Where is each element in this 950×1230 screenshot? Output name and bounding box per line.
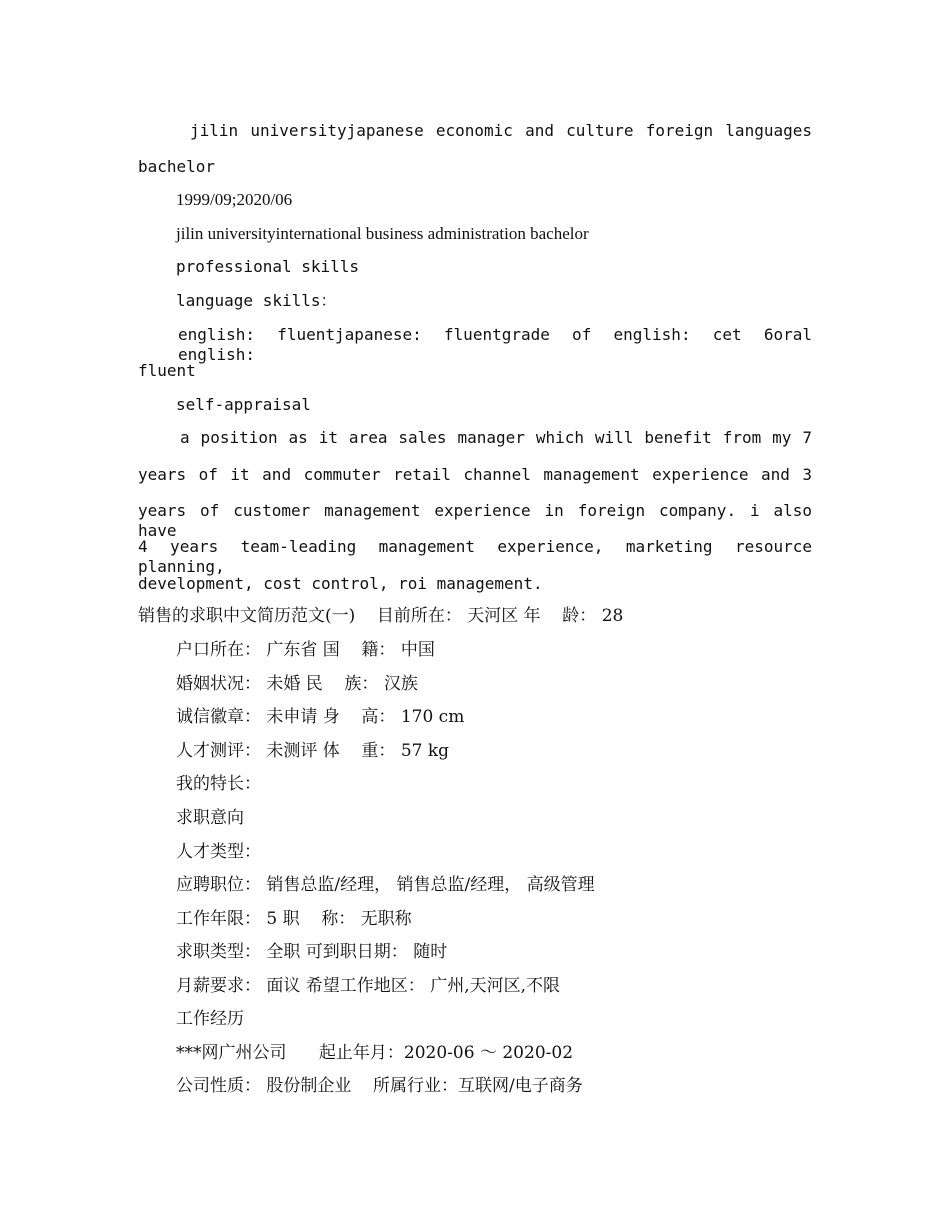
field-assessment-weight: 人才测评： 未测评 体 重： 57 kg <box>176 741 450 761</box>
field-strengths: 我的特长： <box>176 774 261 794</box>
field-job-type-start: 求职类型： 全职 可到职日期： 随时 <box>176 942 448 962</box>
self-appraisal-line-1: a position as it area sales manager which will benefit from my 7 <box>180 428 812 447</box>
section-heading-work-experience: 工作经历 <box>176 1009 244 1029</box>
section-heading-job-intention: 求职意向 <box>176 808 244 828</box>
self-appraisal-line-3: years of customer management experience in foreign company. i also have <box>138 501 812 540</box>
language-skills-line: english: fluentjapanese: fluentgrade of english: cet 6oral english: <box>178 325 812 364</box>
education-dates: 1999/09;2020/06 <box>176 190 293 209</box>
section-heading-self-appraisal: self-appraisal <box>176 395 311 414</box>
field-salary-location: 月薪要求： 面议 希望工作地区： 广州,天河区,不限 <box>176 976 561 996</box>
education-line-2: jilin universityinternational business administration bachelor <box>176 224 589 243</box>
field-hukou-nationality: 户口所在： 广东省 国 籍： 中国 <box>176 640 435 660</box>
language-skills-label: language skills： <box>176 291 337 310</box>
field-company-period: ***网广州公司 起止年月：2020-06 ～ 2020-02 <box>176 1043 574 1063</box>
resume-title-line: 销售的求职中文简历范文(一) 目前所在： 天河区 年 龄： 28 <box>138 606 624 626</box>
self-appraisal-line-4: 4 years team-leading management experience, marketing resource planning, <box>138 537 812 576</box>
field-position-applied: 应聘职位： 销售总监/经理， 销售总监/经理， 高级管理 <box>176 875 595 895</box>
field-badge-height: 诚信徽章： 未申请 身 高： 170 cm <box>176 707 465 727</box>
education-line-1-cont: bachelor <box>138 157 216 176</box>
self-appraisal-line-5: development, cost control, roi management. <box>138 574 543 593</box>
field-talent-type: 人才类型： <box>176 842 261 862</box>
field-company-nature-industry: 公司性质： 股份制企业 所属行业：互联网/电子商务 <box>176 1076 583 1096</box>
education-line-1: jilin universityjapanese economic and culture foreign languages <box>190 121 812 140</box>
language-skills-line-cont: fluent <box>138 361 196 380</box>
section-heading-professional-skills: professional skills <box>176 257 360 276</box>
field-years-title: 工作年限： 5 职 称： 无职称 <box>176 909 412 929</box>
self-appraisal-line-2: years of it and commuter retail channel management experience and 3 <box>138 465 812 484</box>
field-marital-ethnicity: 婚姻状况： 未婚 民 族： 汉族 <box>176 674 418 694</box>
